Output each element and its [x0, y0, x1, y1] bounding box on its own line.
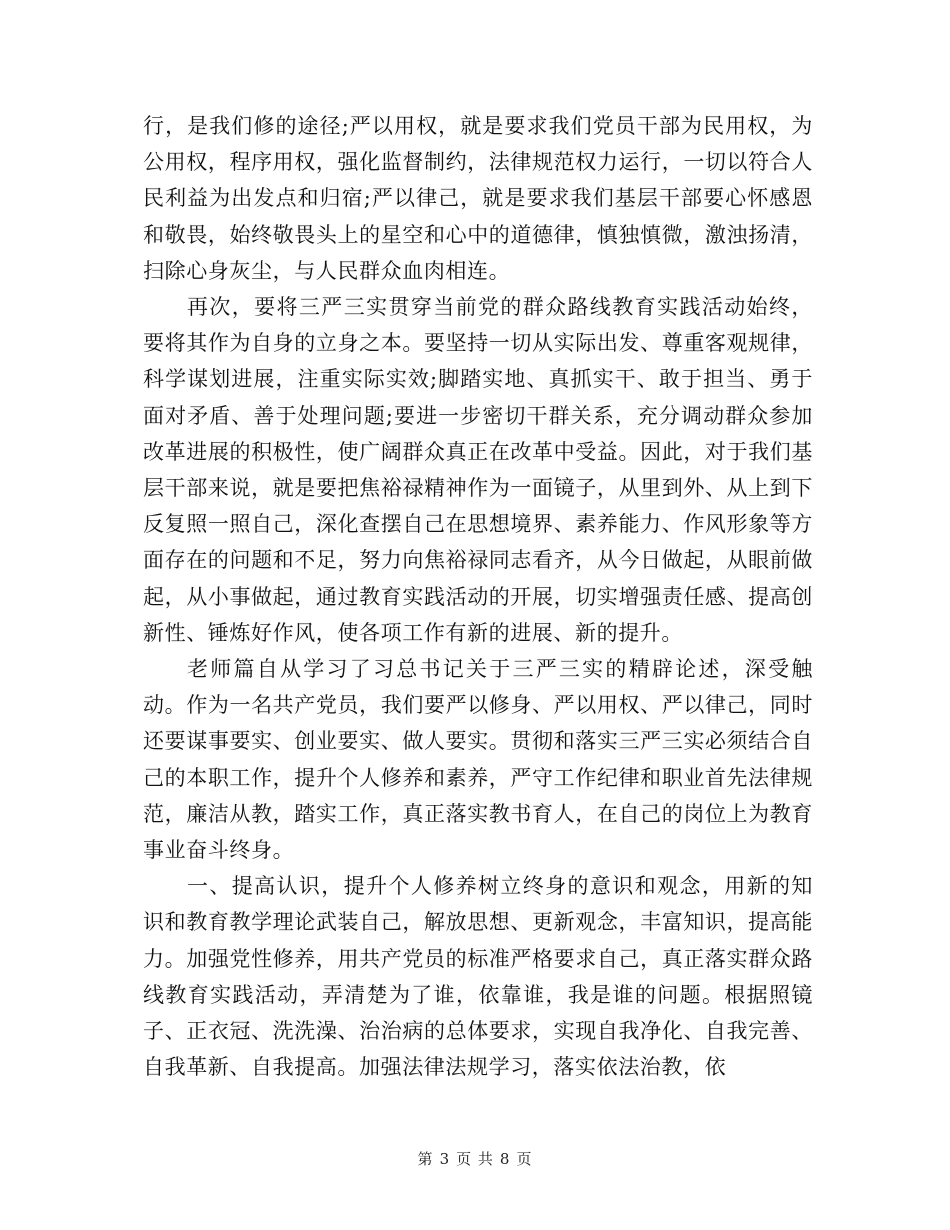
paragraph-section-one: 一、提高认识，提升个人修养树立终身的意识和观念，用新的知识和教育教学理论武装自己，解放思想、更新观念，丰富知识，提高能力。加强党性修养，用共产党员的标准严格要求自己，真正落实群众路线教育实践活动，弄清楚为了谁，依靠谁，我是谁的问题。根据照镜子、正衣冠、洗洗澡、治治病的总体要求，实现自我净化、自我完善、自我革新、自我提高。加强法律法规学习，落实依法治教，依 — [143, 874, 813, 1080]
paragraph-teacher: 老师篇自从学习了习总书记关于三严三实的精辟论述，深受触动。作为一名共产党员，我们要严以修身、严以用权、严以律己，同时还要谋事要实、创业要实、做人要实。贯彻和落实三严三实必须结合自己的本职工作，提升个人修养和素养，严守工作纪律和职业首先法律规范，廉洁从教，踏实工作，真正落实教书育人，在自己的岗位上为教育事业奋斗终身。 — [143, 657, 813, 863]
paragraph-continuation: 行，是我们修的途径;严以用权，就是要求我们党员干部为民用权，为公用权，程序用权，强化监督制约，法律规范权力运行，一切以符合人民利益为出发点和归宿;严以律己，就是要求我们基层干部要心怀感恩和敬畏，始终敬畏头上的星空和心中的道德律，慎独慎微，激浊扬清，扫除心身灰尘，与人民群众血肉相连。 — [143, 114, 813, 283]
footer-middle: 页 共 — [456, 1150, 494, 1168]
footer-prefix: 第 — [417, 1150, 434, 1168]
footer-suffix: 页 — [516, 1150, 533, 1168]
footer-current-page: 3 — [439, 1150, 451, 1168]
paragraph-three-stricts: 再次，要将三严三实贯穿当前党的群众路线教育实践活动始终，要将其作为自身的立身之本。要坚持一切从实际出发、尊重客观规律，科学谋划进展，注重实际实效;脚踏实地、真抓实干、敢于担当、勇于面对矛盾、善于处理问题;要进一步密切干群关系，充分调动群众参加改革进展的积极性，使广阔群众真正在改革中受益。因此，对于我们基层干部来说，就是要把焦裕禄精神作为一面镜子，从里到外、从上到下反复照一照自己，深化查摆自己在思想境界、素养能力、作风形象等方面存在的问题和不足，努力向焦裕禄同志看齐，从今日做起，从眼前做起，从小事做起，通过教育实践活动的开展，切实增强责任感、提高创新性、锤炼好作风，使各项工作有新的进展、新的提升。 — [143, 295, 813, 645]
page-footer — [0, 1148, 950, 1169]
footer-total-pages: 8 — [499, 1150, 511, 1168]
document-body — [143, 108, 813, 1085]
